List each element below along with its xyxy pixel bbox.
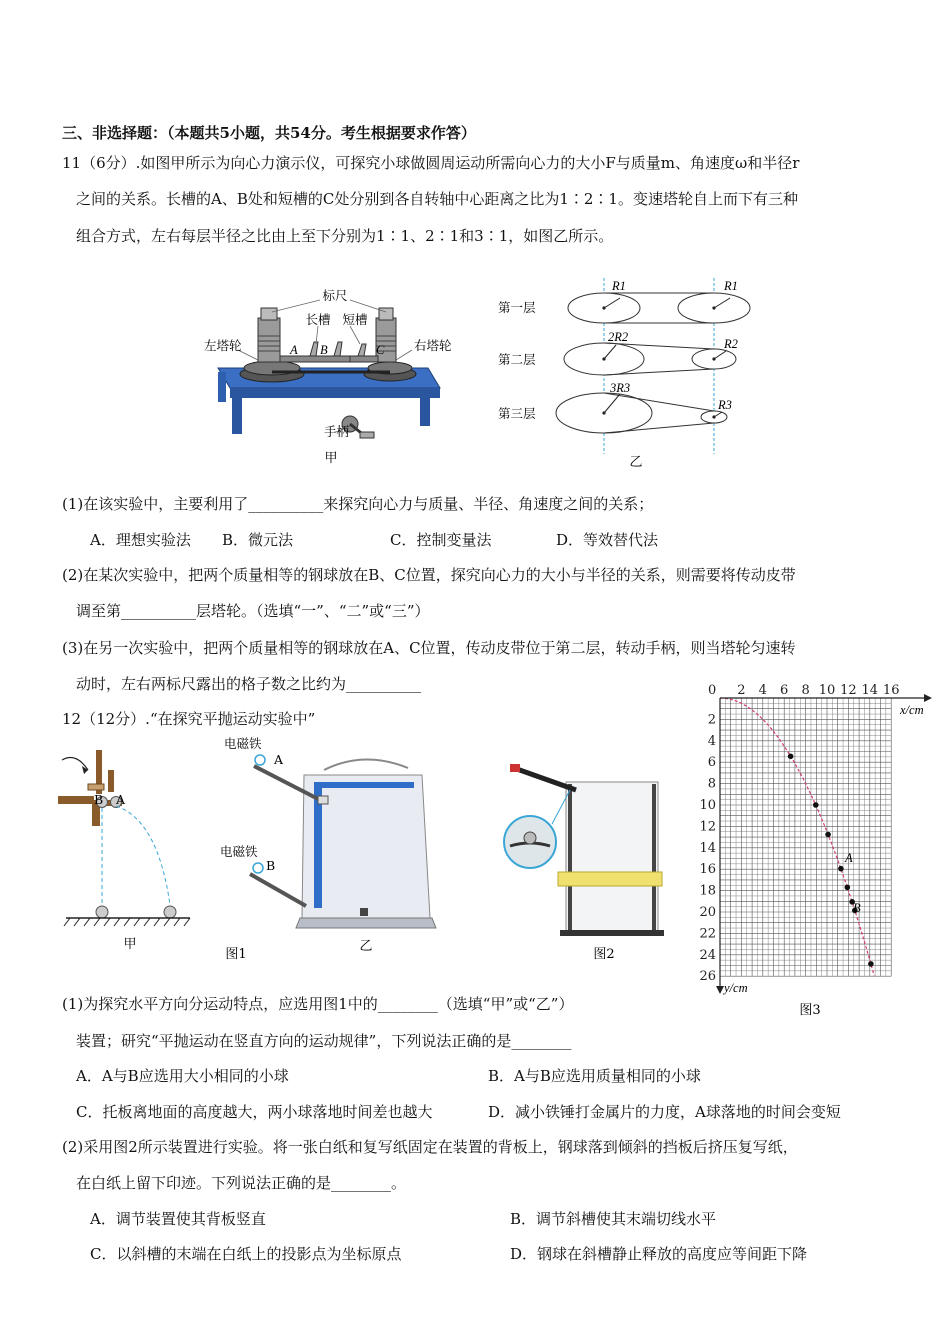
q11-sub1: (1)在该实验中，主要利用了__________来探究向心力与质量、半径、角速度之间的关系； (62, 495, 654, 513)
label-biaochi: 标尺 (322, 288, 348, 303)
y-tick-label: 10 (699, 798, 716, 813)
x-tick-label: 16 (882, 683, 900, 698)
section-title: 三、非选择题：（本题共5小题，共54分。考生根据要求作答） (62, 124, 476, 142)
x-tick-label: 6 (780, 683, 789, 698)
r1-left: R1 (612, 279, 626, 293)
q12-sub1-option-c: C．托板离地面的高度越大，两小球落地时间差也越大 (76, 1103, 433, 1121)
x-tick-label: 14 (861, 683, 879, 698)
y-tick-label: 8 (707, 776, 716, 792)
y-tick-label: 4 (707, 733, 716, 749)
y-tick-label: 6 (707, 755, 716, 771)
y-axis-arrow (716, 986, 724, 994)
q11-sub3-line2: 动时，左右两标尺露出的格子数之比约为__________ (76, 675, 422, 693)
y-tick-label: 2 (707, 712, 716, 728)
trajectory-point (868, 961, 874, 967)
label-c: C (376, 343, 385, 357)
label-right-wheel: 右塔轮 (414, 338, 452, 353)
label-b: B (320, 343, 328, 357)
q11-sub3-line1: (3)在另一次实验中，把两个质量相等的钢球放在A、C位置，传动皮带位于第二层，转动手柄，则当塔轮匀速转 (62, 639, 796, 657)
q11-sub1-option-d: D．等效替代法 (556, 531, 659, 549)
q11-sub2-line2: 调至第__________层塔轮。（选填“一”、“二”或“三”） (76, 602, 430, 620)
label-a: A (290, 343, 298, 357)
y-tick-label: 24 (699, 947, 716, 963)
fig2-caption: 图2 (593, 947, 615, 962)
x-tick-labels (708, 683, 899, 698)
fig1-label-a: A (116, 792, 126, 807)
fig3-caption: 图3 (799, 1003, 821, 1018)
q12-sub2-line2: 在白纸上留下印迹。下列说法正确的是________。 (76, 1174, 407, 1192)
layer2-label: 第二层 (498, 352, 536, 367)
fig2-apparatus (496, 760, 671, 965)
caption-jia: 甲 (324, 451, 338, 466)
x-axis-label: x/cm (900, 703, 924, 717)
r2-left: 2R2 (608, 330, 629, 344)
x-tick-label: 0 (708, 683, 717, 698)
layer1-label: 第一层 (498, 300, 536, 315)
label-duancao: 短槽 (342, 312, 368, 327)
y-tick-label: 26 (699, 969, 716, 985)
q12-sub1-option-a: A．A与B应选用大小相同的小球 (76, 1067, 289, 1085)
q11-sub1-option-c: C．控制变量法 (390, 531, 492, 549)
label-left-wheel: 左塔轮 (204, 338, 242, 353)
label-changcao: 长槽 (305, 312, 331, 327)
trajectory-curve (720, 698, 874, 975)
y-tick-label: 16 (699, 862, 716, 878)
fig1-magnet-b-label: 电磁铁 (220, 844, 258, 859)
trajectory-point (838, 866, 844, 872)
trajectory-point (845, 885, 851, 891)
q12-sub1-option-b: B．A与B应选用质量相同的小球 (488, 1067, 701, 1085)
fig1-magnet-b-letter: B (266, 858, 276, 873)
q11-line2: 之间的关系。长槽的A、B处和短槽的C处分别到各自转轴中心距离之比为1∶2∶1。变速塔轮自上而下有三种 (76, 190, 798, 208)
fig1-jia-apparatus (58, 740, 198, 955)
trajectory-point (825, 832, 831, 838)
x-tick-label: 10 (818, 683, 836, 698)
point-b-label: B (853, 901, 861, 915)
fig1-caption: 图1 (225, 947, 247, 960)
x-tick-label: 2 (737, 683, 746, 698)
q11-sub1-option-b: B．微元法 (222, 531, 294, 549)
trajectory-point (813, 802, 819, 808)
caption-yi: 乙 (629, 455, 643, 470)
layer3-label: 第三层 (498, 406, 536, 421)
fig1-magnet-a-label: 电磁铁 (224, 736, 262, 751)
r2-right: R2 (724, 337, 738, 351)
y-tick-label: 22 (699, 926, 716, 942)
fig1-label-b: B (94, 792, 104, 807)
q12-sub1-option-d: D．减小铁锤打金属片的力度，A球落地的时间会变短 (488, 1103, 841, 1121)
trajectory-points (788, 754, 874, 967)
trajectory-point (788, 754, 794, 760)
y-tick-labels (699, 712, 716, 984)
q12-sub2-line1: (2)采用图2所示装置进行实验。将一张白纸和复写纸固定在装置的背板上，钢球落到倾斜的挡板后挤压复写纸， (62, 1138, 798, 1156)
x-tick-label: 12 (840, 683, 857, 698)
x-axis-arrow (924, 694, 932, 702)
q11-sub1-option-a: A．理想实验法 (90, 531, 191, 549)
fig1-caption-jia: 甲 (123, 937, 137, 952)
r3-right: R3 (718, 398, 732, 412)
fig3-trajectory-grid (690, 680, 940, 1020)
q12-sub1-line2: 装置；研究“平抛运动在竖直方向的运动规律”，下列说法正确的是________ (76, 1032, 572, 1050)
centripetal-apparatus-figure (200, 286, 470, 466)
fig1-magnet-a-letter: A (274, 752, 284, 767)
point-a-label: A (845, 851, 853, 865)
r3-left: 3R3 (610, 381, 631, 395)
grid-lines (720, 698, 891, 976)
q12-title: 12（12分）.“在探究平抛运动实验中” (62, 710, 316, 728)
label-handle: 手柄 (324, 424, 350, 439)
q12-sub1-line1: (1)为探究水平方向分运动特点，应选用图1中的________（选填“甲”或“乙”） (62, 995, 574, 1013)
x-tick-label: 4 (758, 683, 767, 698)
fig1-yi-apparatus (214, 730, 454, 960)
r1-right: R1 (724, 279, 738, 293)
q11-sub2-line1: (2)在某次实验中，把两个质量相等的钢球放在B、C位置，探究向心力的大小与半径的关系，则需要将传动皮带 (62, 566, 796, 584)
y-axis-label: y/cm (724, 981, 748, 995)
y-tick-label: 14 (699, 840, 716, 856)
y-tick-label: 12 (699, 819, 716, 835)
q12-sub2-option-b: B．调节斜槽使其末端切线水平 (510, 1210, 717, 1228)
y-tick-label: 18 (699, 883, 716, 899)
x-tick-label: 8 (801, 683, 810, 698)
tower-wheel-layers-figure (496, 276, 766, 471)
q12-sub2-option-d: D．钢球在斜槽静止释放的高度应等间距下降 (510, 1245, 808, 1263)
y-tick-label: 20 (699, 905, 716, 920)
q12-sub2-option-a: A．调节装置使其背板竖直 (90, 1210, 266, 1228)
q11-line3: 组合方式，左右每层半径之比由上至下分别为1∶1、2∶1和3∶1，如图乙所示。 (76, 227, 614, 245)
fig1-caption-yi: 乙 (359, 939, 373, 954)
q12-sub2-option-c: C．以斜槽的末端在白纸上的投影点为坐标原点 (90, 1245, 402, 1263)
q11-line1: 11（6分）.如图甲所示为向心力演示仪，可探究小球做圆周运动所需向心力的大小F与质量m、角速度ω和半径r (62, 154, 800, 172)
